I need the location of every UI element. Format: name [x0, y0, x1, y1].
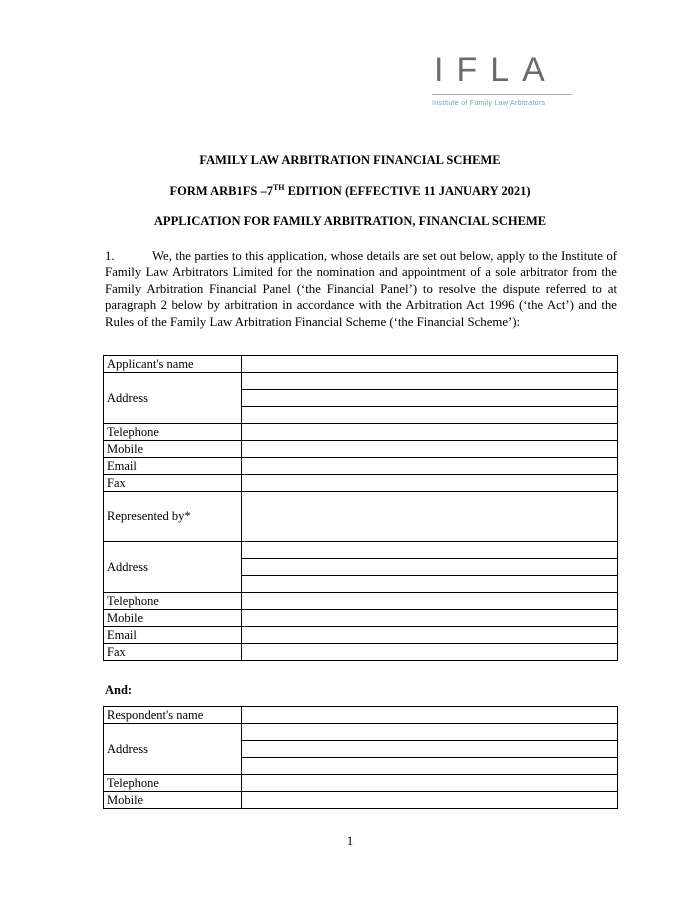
application-title: APPLICATION FOR FAMILY ARBITRATION, FINANCIAL SCHEME [153, 214, 547, 228]
representative-address-line-2[interactable] [242, 559, 618, 576]
representative-address-line-3[interactable] [242, 576, 618, 593]
table-row [104, 792, 618, 809]
table-row [104, 775, 618, 792]
form-edition-suffix: EDITION (EFFECTIVE 11 JANUARY 2021) [284, 184, 531, 199]
representative-fax-label: Fax [104, 644, 242, 661]
ifla-logo [432, 50, 574, 107]
table-row [104, 542, 618, 559]
respondent-telephone-label: Telephone [104, 775, 242, 792]
applicant-fax-field[interactable] [242, 475, 618, 492]
representative-telephone-field[interactable] [242, 593, 618, 610]
representative-email-field[interactable] [242, 627, 618, 644]
respondent-address-line-2[interactable] [242, 741, 618, 758]
applicant-email-field[interactable] [242, 458, 618, 475]
representative-address-line-1[interactable] [242, 542, 618, 559]
logo-tagline: Institute of Family Law Arbitrators [432, 98, 546, 107]
table-row [104, 627, 618, 644]
respondent-mobile-field[interactable] [242, 792, 618, 809]
respondent-address-line-3[interactable] [242, 758, 618, 775]
respondent-mobile-label: Mobile [104, 792, 242, 809]
page-number: 1 [346, 833, 354, 848]
table-row [104, 707, 618, 724]
logo-mark: IFLA [434, 51, 558, 89]
form-edition-title [0, 183, 700, 199]
respondent-table [103, 706, 618, 809]
applicant-table [103, 355, 618, 661]
table-row [104, 492, 618, 542]
applicant-fax-label: Fax [104, 475, 242, 492]
paragraph-number: 1. [105, 249, 115, 263]
representative-mobile-label: Mobile [104, 610, 242, 627]
respondent-name-field[interactable] [242, 707, 618, 724]
representative-fax-field[interactable] [242, 644, 618, 661]
applicant-name-label: Applicant's name [104, 356, 242, 373]
paragraph-1 [105, 248, 617, 330]
table-row [104, 644, 618, 661]
form-edition-prefix: FORM ARB1FS –7 [169, 184, 273, 199]
table-row [104, 458, 618, 475]
respondent-address-label: Address [104, 724, 242, 775]
applicant-mobile-label: Mobile [104, 441, 242, 458]
table-row [104, 610, 618, 627]
representative-email-label: Email [104, 627, 242, 644]
represented-by-label: Represented by* [104, 492, 242, 542]
table-row [104, 475, 618, 492]
paragraph-text: We, the parties to this application, whose details are set out below, apply to the Institute of Family Law Arbitrators Limited for the nomination and appointment of a sole arbitrator from the Family Arbitration Financial Panel (‘the Financial Panel’) to resolve the dispute referred to at paragraph 2 below by arbitration in accordance with the Arbitration Act 1996 (‘the Act’) and the Rules of the Family Law Arbitration Financial Scheme (‘the Financial Scheme’): [105, 249, 617, 329]
represented-by-field[interactable] [242, 492, 618, 542]
representative-telephone-label: Telephone [104, 593, 242, 610]
applicant-email-label: Email [104, 458, 242, 475]
applicant-address-line-2[interactable] [242, 390, 618, 407]
logo-rule [432, 94, 572, 95]
applicant-name-field[interactable] [242, 356, 618, 373]
applicant-telephone-field[interactable] [242, 424, 618, 441]
table-row [104, 441, 618, 458]
table-row [104, 424, 618, 441]
table-row [104, 724, 618, 741]
representative-mobile-field[interactable] [242, 610, 618, 627]
applicant-address-line-1[interactable] [242, 373, 618, 390]
scheme-title: FAMILY LAW ARBITRATION FINANCIAL SCHEME [199, 153, 501, 167]
applicant-address-line-3[interactable] [242, 407, 618, 424]
table-row [104, 356, 618, 373]
form-edition-sup: TH [272, 183, 285, 192]
table-row [104, 593, 618, 610]
applicant-address-label: Address [104, 373, 242, 424]
and-label: And: [105, 683, 133, 697]
applicant-mobile-field[interactable] [242, 441, 618, 458]
applicant-telephone-label: Telephone [104, 424, 242, 441]
representative-address-label: Address [104, 542, 242, 593]
respondent-telephone-field[interactable] [242, 775, 618, 792]
respondent-address-line-1[interactable] [242, 724, 618, 741]
respondent-name-label: Respondent's name [104, 707, 242, 724]
table-row [104, 373, 618, 390]
